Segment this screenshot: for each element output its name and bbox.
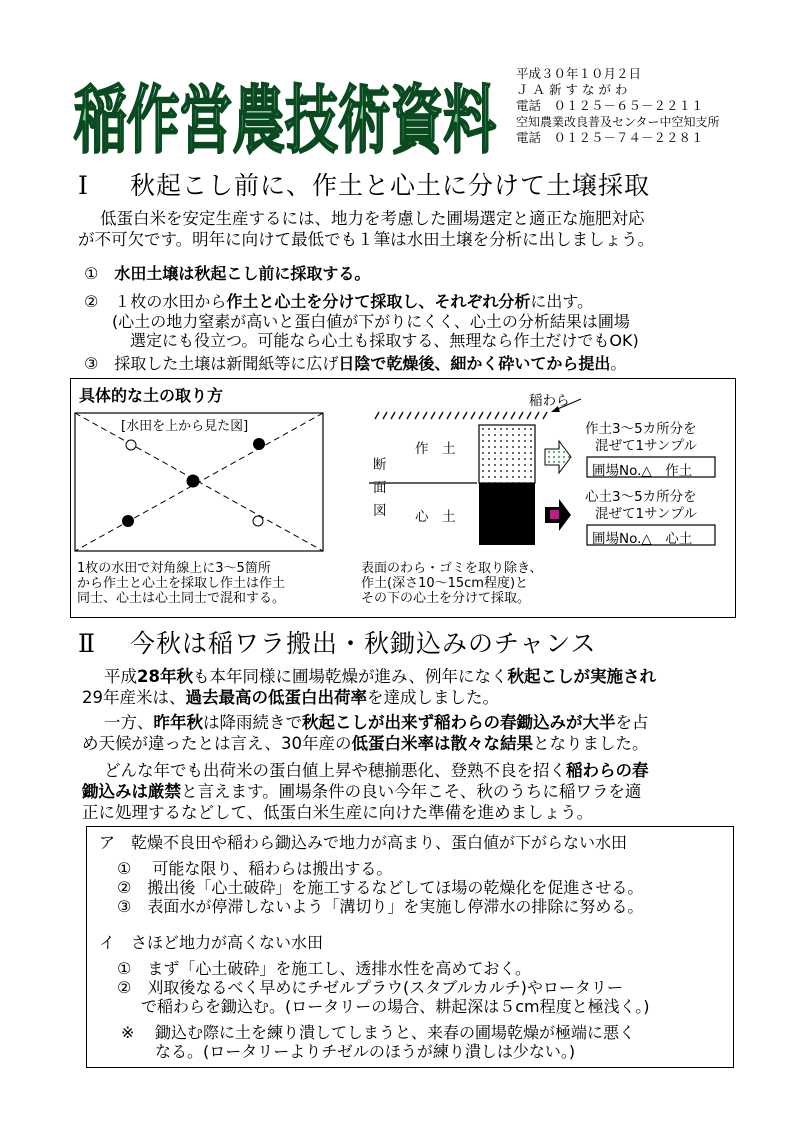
section1-intro-line2: が不可欠です。明年に向けて最低でも１筆は水田土壌を分析に出しましょう。 (78, 230, 655, 249)
section1-item3: ③ 採取した土壌は新聞紙等に広げ日陰で乾燥後、細かく砕いてから提出。 (84, 354, 627, 373)
subsoil-sample-line1: 心土3～5カ所分を (585, 489, 697, 505)
measures-i-item1: ① まず「心土破砕」を施工し、透排水性を高めておく。 (117, 959, 532, 978)
center-name: 空知農業改良普及センター中空知支所 (516, 115, 720, 129)
section2-p1-line1: 平成28年秋も本年同様に圃場乾燥が進み、例年になく秋起こしが実施され (104, 667, 656, 686)
measures-a-item2: ② 搬出後「心土破砕」を施工するなどしてほ場の乾燥化を促進させる。 (117, 878, 644, 897)
section2-p3-line1: どんな年でも出荷米の蛋白値上昇や穂揃悪化、登熟不良を招く稲わらの春 (104, 761, 649, 780)
section1-number: Ⅰ (78, 171, 89, 200)
measures-note-line1: 鋤込む際に土を練り潰してしまうと、来春の圃場乾燥が極端に悪く (155, 1023, 636, 1042)
section-caption-line1: 表面のわら・ゴミを取り除き、 (361, 561, 543, 576)
topsoil-arrow (545, 441, 571, 473)
field-view-label: [水田を上から見た図] (121, 419, 249, 434)
subsoil-label: 心 土 (415, 509, 456, 525)
section2-p3-line3: 正に処理するなどして、低蛋白米生産に向けた準備を進めましょう。 (82, 803, 594, 822)
measures-note-mark: ※ (121, 1023, 135, 1042)
measures-a-item3: ③ 表面水が停滞しないよう「溝切り」を実施し停滞水の排除に努める。 (117, 897, 644, 916)
subsoil-tag: 圃場No.△ 心土 (592, 531, 693, 547)
center-phone: 電話 ０１２５－７４－２２８１ (516, 130, 704, 145)
section2-p3-line2: 鋤込みは厳禁と言えます。圃場条件の良い今年こそ、秋のうちに稲ワラを適 (82, 782, 642, 801)
measures-a-item1: ① 可能な限り、稲わらは搬出する。 (117, 859, 393, 878)
measures-box (86, 826, 734, 1068)
section1-intro-line1: 低蛋白米を安定生産するには、地力を考慮した圃場選定と適正な施肥対応 (100, 209, 645, 228)
topsoil-sample-line2: 混ぜて1サンプル (595, 438, 697, 454)
topsoil-sample-line1: 作土3～5カ所分を (585, 421, 697, 437)
org-name: ＪＡ新すながわ (516, 82, 632, 97)
measures-i-item2-cont: で稲わらを鋤込む。(ロータリーの場合、耕起深は５cm程度と極浅く。) (141, 997, 650, 1016)
section1-item2-note1: (心土の地力窒素が高いと蛋白値が下がりにくく、心土の分析結果は圃場 (112, 312, 630, 331)
topsoil-tag: 圃場No.△ 作土 (592, 463, 693, 479)
straw-label: 稲わら (529, 393, 570, 409)
soil-sampling-diagram (70, 378, 736, 618)
section-label-3: 図 (373, 503, 387, 519)
field-caption-line2: から作土と心土を採取し作土は作土 (77, 576, 286, 591)
section2-p1-line2: 29年産米は、過去最高の低蛋白出荷率を達成しました。 (82, 688, 499, 707)
section2-number: Ⅱ (78, 629, 96, 658)
section2-title: 今秋は稲ワラ搬出・秋鋤込みのチャンス (130, 629, 597, 658)
banner-title (70, 60, 500, 164)
org-phone: 電話 ０１２５－６５－２２１１ (516, 98, 704, 113)
section1-item2-note2: 選定にも役立つ。可能なら心土も採取する、無理なら作土だけでもOK) (130, 331, 639, 350)
measures-i-title: イ さほど地力が高くない水田 (99, 933, 324, 952)
section-caption-line3: その下の心土を分けて採取。 (361, 591, 531, 606)
measures-a-title: ア 乾燥不良田や稲わら鋤込みで地力が高まり、蛋白値が下がらない水田 (99, 833, 628, 852)
measures-i-item2: ② 刈取後なるべく早めにチゼルプラウ(スタブルカルチ)やロータリー (117, 978, 623, 997)
subsoil-sample-line2: 混ぜて1サンプル (595, 506, 697, 522)
section2-p2-line2: め天候が違ったとは言え、30年産の低蛋白米率は散々な結果となりました。 (82, 734, 649, 753)
subsoil-arrow (545, 499, 571, 531)
measures-note-line2: なる。(ロータリーよりチゼルのほうが練り潰しは少ない。) (155, 1042, 576, 1061)
section-caption-line2: 作土(深さ10～15cm程度)と (361, 576, 529, 591)
section1-heading (78, 166, 650, 202)
field-caption-line3: 同士、心土は心土同士で混和する。 (77, 591, 286, 606)
section2-heading (78, 624, 597, 660)
section1-title: 秋起こし前に、作土と心土に分けて土壌採取 (130, 171, 651, 200)
section1-item1: ① 水田土壌は秋起こし前に採取する。 (84, 264, 371, 283)
header-meta (516, 66, 786, 146)
section-label-2: 面 (373, 480, 387, 496)
section1-item2: ② １枚の水田から作土と心土を分けて採取し、それぞれ分析に出す。 (84, 292, 594, 311)
diagram-title: 具体的な土の取り方 (79, 386, 224, 405)
banner-title-text: 稲作営農技術資料 (73, 77, 497, 163)
topsoil-label: 作 土 (415, 441, 456, 457)
section-label-1: 断 (373, 457, 387, 473)
field-caption-line1: 1枚の水田で対角線上に3～5箇所 (77, 561, 271, 576)
issue-date: 平成３０年１０月２日 (516, 66, 642, 81)
section2-p2-line1: 一方、昨年秋は降雨続きで秋起こしが出来ず稲わらの春鋤込みが大半を占 (104, 713, 649, 732)
